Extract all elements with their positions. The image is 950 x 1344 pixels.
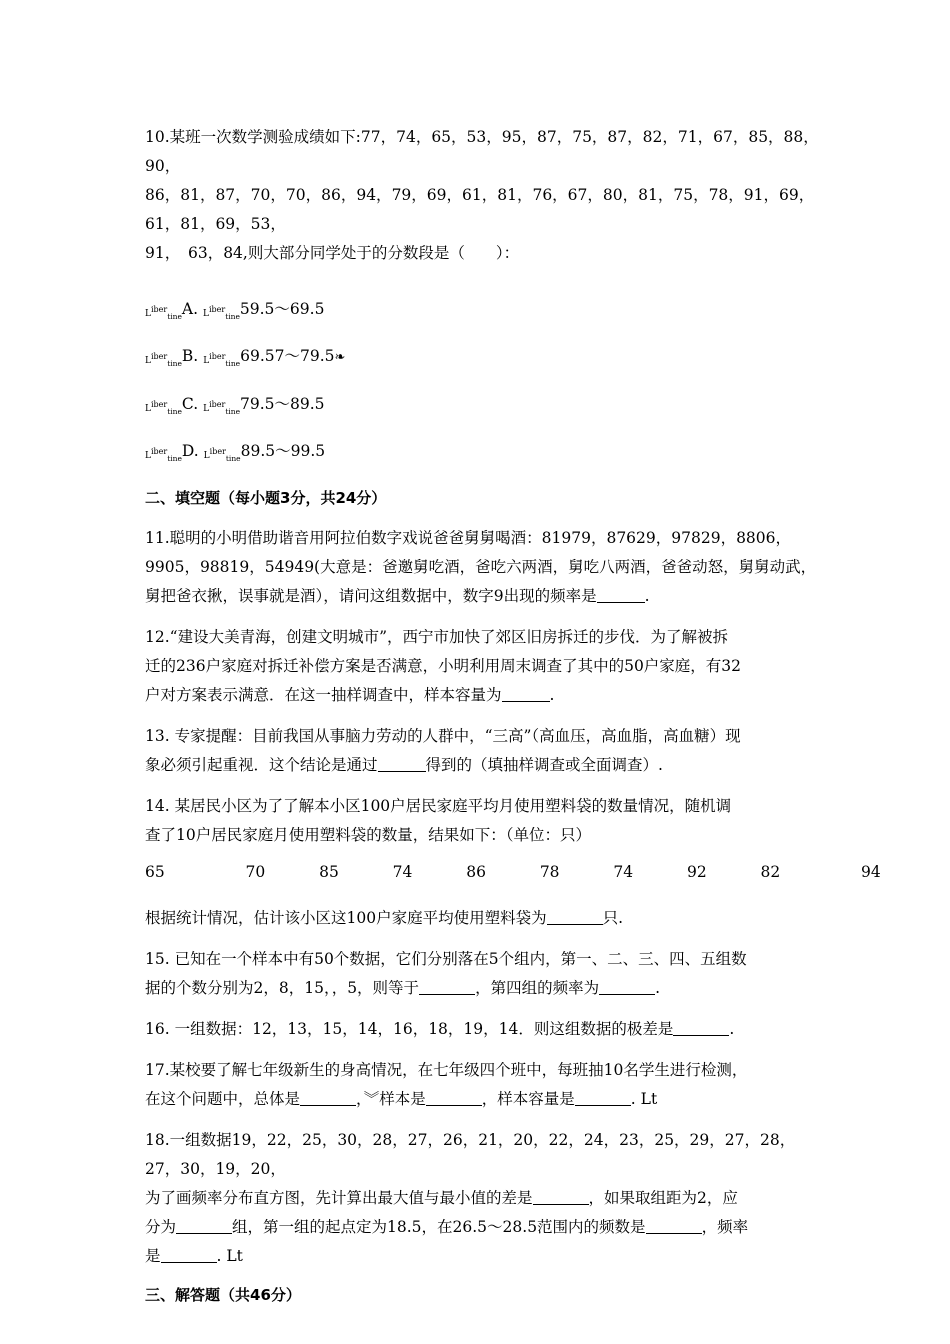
option-text: 89.5～99.5 (240, 441, 326, 460)
option-letter: C. (181, 394, 199, 413)
q13-line: 13. 专家提醒：目前我国从事脑力劳动的人群中，“三高”（高血压，高血脂，高血糖）现 (145, 727, 741, 746)
answer-blank[interactable] (673, 1019, 729, 1036)
q11-line: 11.聪明的小明借助谐音用阿拉伯数字戏说爸爸舅舅喝酒：81979，87629，97829，8806， (145, 529, 792, 548)
q16-line: 16. 一组数据：12，13，15，14，16，18，19，14．则这组数据的极差是 . (145, 1020, 735, 1039)
option-a (145, 298, 825, 321)
option-letter: D. (181, 441, 199, 460)
answer-blank[interactable] (161, 1246, 217, 1263)
question-14 (145, 792, 825, 850)
question-14-answer (145, 904, 825, 933)
option-b (145, 345, 825, 369)
q12-line: 户对方案表示满意．在这一抽样调查中，样本容量为 . (145, 686, 555, 705)
q18-line: 分为 组，第一组的起点定为18.5，在26.5～28.5范围内的频数是 ，频率 (145, 1218, 749, 1237)
q14-line: 查了10户居民家庭月使用塑料袋的数量，结果如下：（单位：只） (145, 826, 591, 845)
answer-blank[interactable] (419, 978, 475, 995)
section-heading-answers: 三、解答题（共46分） (145, 1286, 301, 1305)
q15-line: 据的个数分别为2，8，15，，5，则等于 ，第四组的频率为 . (145, 979, 661, 998)
question-11 (145, 524, 825, 611)
section-heading-fill-in: 二、填空题（每小题3分，共24分） (145, 489, 387, 508)
answer-blank[interactable] (547, 908, 603, 925)
exam-page (145, 123, 881, 1321)
option-text: 79.5～89.5 (240, 394, 325, 413)
option-marker: $L^{iber}_{tine}$ (202, 305, 240, 321)
question-15 (145, 945, 825, 1003)
answer-blank[interactable] (502, 685, 550, 702)
answer-blank[interactable] (378, 755, 426, 772)
answer-blank[interactable] (533, 1188, 589, 1205)
q14-data-values: 65 70 85 74 86 78 74 92 82 94 (145, 863, 881, 882)
q12-line: 迁的236户家庭对拆迁补偿方案是否满意，小明利用周末调查了其中的50户家庭，有32 (145, 657, 742, 676)
question-10 (145, 123, 825, 268)
option-marker: $L^{iber}_{tine}$ (145, 351, 182, 368)
q17-line: 17.某校要了解七年级新生的身高情况，在七年级四个班中，每班抽10名学生进行检测， (145, 1061, 748, 1080)
answer-blank[interactable] (597, 586, 645, 603)
option-marker: $L^{iber}_{tine}$ (203, 446, 241, 463)
question-16 (145, 1015, 825, 1044)
q13-line: 象必须引起重视．这个结论是通过 得到的（填抽样调查或全面调查）. (145, 756, 663, 775)
answer-blank[interactable] (599, 978, 655, 995)
option-marker: $L^{iber}_{tine}$ (145, 446, 182, 463)
answer-blank[interactable] (646, 1217, 702, 1234)
answer-blank[interactable] (300, 1089, 356, 1106)
q17-line: 在这个问题中，总体是 ，︾样本是 ，样本容量是 . Lt (145, 1090, 658, 1109)
answer-blank[interactable] (426, 1089, 482, 1106)
question-12 (145, 623, 825, 710)
question-17 (145, 1056, 825, 1114)
option-c (145, 393, 825, 416)
q10-line: 86，81，87，70，70，86，94，79，69，61，81，76，67，80，81，75，78，91，69，61，81，69，53， (145, 186, 815, 233)
option-marker: $L^{iber}_{tine}$ (145, 305, 182, 321)
scribble-icon: ❧ (334, 349, 346, 365)
question-18 (145, 1126, 825, 1271)
option-text: 69.57～79.5 (240, 346, 335, 365)
q18-line: 18.一组数据19，22，25，30，28，27，26，21，20，22，24，23，25，29，27，28，27，30，19，20， (145, 1131, 796, 1179)
option-letter: B. (181, 346, 199, 365)
option-marker: $L^{iber}_{tine}$ (203, 351, 241, 368)
q10-line: 10.某班一次数学测验成绩如下:77，74，65，53，95，87，75，87，82，71，67，85，88，90， (145, 128, 819, 175)
option-letter: A. (181, 300, 199, 318)
option-marker: $L^{iber}_{tine}$ (203, 399, 241, 416)
option-marker: $L^{iber}_{tine}$ (145, 399, 182, 416)
q14-line: 14. 某居民小区为了了解本小区100户居民家庭平均月使用塑料袋的数量情况，随机调 (145, 797, 732, 816)
q18-line: 为了画频率分布直方图，先计算出最大值与最小值的差是 ，如果取组距为2，应 (145, 1189, 738, 1208)
answer-blank[interactable] (575, 1089, 631, 1106)
option-text: 59.5～69.5 (239, 300, 325, 318)
q11-line: 9905，98819，54949(大意是：爸邀舅吃酒，爸吃六两酒，舅吃八两酒，爸爸动怒，舅舅动武， (145, 558, 817, 577)
option-d (145, 440, 825, 463)
q12-line: 12.“建设大美青海，创建文明城市”，西宁市加快了郊区旧房拆迁的步伐．为了解被拆 (145, 628, 729, 647)
q10-line: 91， 63，84,则大部分同学处于的分数段是（ ）： (145, 244, 520, 262)
question-13 (145, 722, 825, 780)
q11-line: 舅把爸衣揪，误事就是酒），请问这组数据中，数字9出现的频率是 . (145, 587, 650, 606)
q14-line: 根据统计情况，估计该小区这100户家庭平均使用塑料袋为 只. (145, 909, 624, 928)
answer-blank[interactable] (176, 1217, 232, 1234)
q15-line: 15. 已知在一个样本中有50个数据，它们分别落在5个组内，第一、二、三、四、五组数 (145, 950, 747, 969)
q18-line: 是 . Lt (145, 1247, 243, 1266)
